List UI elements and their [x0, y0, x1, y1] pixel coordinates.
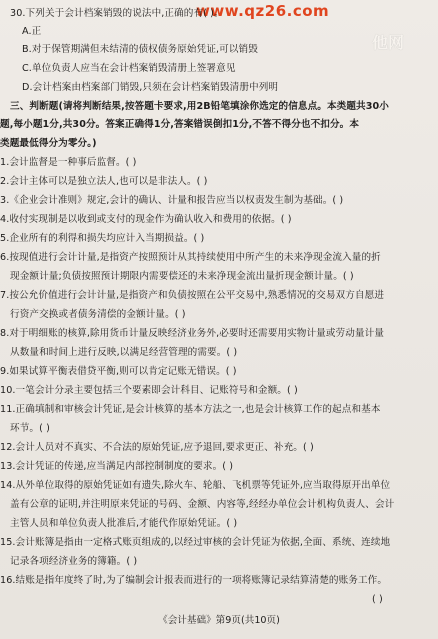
judgment-6-cont: 现金额计量;负债按照预计期限内需要偿还的未来净现金流出量折现金额计量。( ) — [10, 271, 354, 282]
judgment-8: 8.对于明细账的核算,除用货币计量反映经济业务外,必要时还需要用实物计量或劳动量计量 — [0, 328, 385, 339]
option-c: C.单位负责人应当在会计档案销毁清册上签署意见 — [22, 63, 236, 74]
judgment-16-cont: ( ) — [372, 594, 383, 605]
judgment-9: 9.如果试算平衡表借贷平衡,则可以肯定记账无错误。( ) — [0, 366, 237, 377]
option-d: D.会计档案由档案部门销毁,只须在会计档案销毁清册中列明 — [22, 82, 279, 93]
page-footer: 《会计基础》第9页(共10页) — [158, 615, 280, 626]
judgment-6: 6.按现值进行会计计量,是指资产按照预计从其持续使用中所产生的未来净现金流入量的折 — [0, 252, 381, 263]
judgment-15: 15.会计账簿是指由一定格式账页组成的,以经过审核的会计凭证为依据,全面、系统、连续地 — [0, 537, 391, 548]
judgment-4: 4.收付实现制是以收到或支付的现金作为确认收入和费用的依据。( ) — [0, 214, 292, 225]
judgment-14: 14.从外单位取得的原始凭证如有遗失,除火车、轮船、飞机票等凭证外,应当取得原开出单位 — [0, 480, 391, 491]
judgment-15-cont: 记录各项经济业务的簿籍。( ) — [10, 556, 138, 567]
judgment-16: 16.结账是指年度终了时,为了编制会计报表而进行的一项将账簿记录结算清楚的账务工作。 — [0, 575, 388, 586]
judgment-11-cont: 环节。( ) — [10, 423, 50, 434]
judgment-1: 1.会计监督是一种事后监督。( ) — [0, 157, 137, 168]
option-b: B.对于保管期满但未结清的债权债务原始凭证,可以销毁 — [22, 44, 258, 55]
site-watermark: www.qz26.com — [196, 2, 330, 20]
judgment-8-cont: 从数量和时间上进行反映,以满足经营管理的需要。( ) — [10, 347, 238, 358]
section-instructions: 题,每小题1分,共30分。答案正确得1分,答案错误倒扣1分,不答不得分也不扣分。本 — [0, 119, 360, 130]
judgment-11: 11.正确填制和审核会计凭证,是会计核算的基本方法之一,也是会计核算工作的起点和基本 — [0, 404, 381, 415]
option-a: A.正 — [22, 26, 42, 37]
judgment-12: 12.会计人员对不真实、不合法的原始凭证,应予退回,要求更正、补充。( ) — [0, 442, 314, 453]
judgment-14-cont: 盖有公章的证明,并注明原来凭证的号码、金额、内容等,经经办单位会计机构负责人、会计 — [10, 499, 395, 510]
question-30: 30.下列关于会计档案销毁的说法中,正确的有( )。 — [10, 8, 224, 19]
judgment-2: 2.会计主体可以是独立法人,也可以是非法人。( ) — [0, 176, 208, 187]
judgment-7-cont: 行资产交换或者债务清偿的金额计量。( ) — [10, 309, 186, 320]
judgment-10: 10.一笔会计分录主要包括三个要素即会计科目、记账符号和金额。( ) — [0, 385, 298, 396]
watermark-glyph: 他网 — [372, 33, 405, 52]
judgment-13: 13.会计凭证的传递,应当满足内部控制制度的要求。( ) — [0, 461, 234, 472]
section-instructions-end: 类题最低得分为零分。) — [0, 138, 97, 149]
judgment-5: 5.企业所有的利得和损失均应计入当期损益。( ) — [0, 233, 205, 244]
judgment-14-cont2: 主管人员和单位负责人批准后,才能代作原始凭证。( ) — [10, 518, 238, 529]
judgment-7: 7.按公允价值进行会计计量,是指资产和负债按照在公平交易中,熟悉情况的交易双方自愿进 — [0, 290, 385, 301]
section-heading: 三、判断题(请将判断结果,按答题卡要求,用2B铅笔填涂你选定的信息点。本类题共30小 — [10, 101, 389, 112]
judgment-3: 3.《企业会计准则》规定,会计的确认、计量和报告应当以权责发生制为基础。( ) — [0, 195, 344, 206]
